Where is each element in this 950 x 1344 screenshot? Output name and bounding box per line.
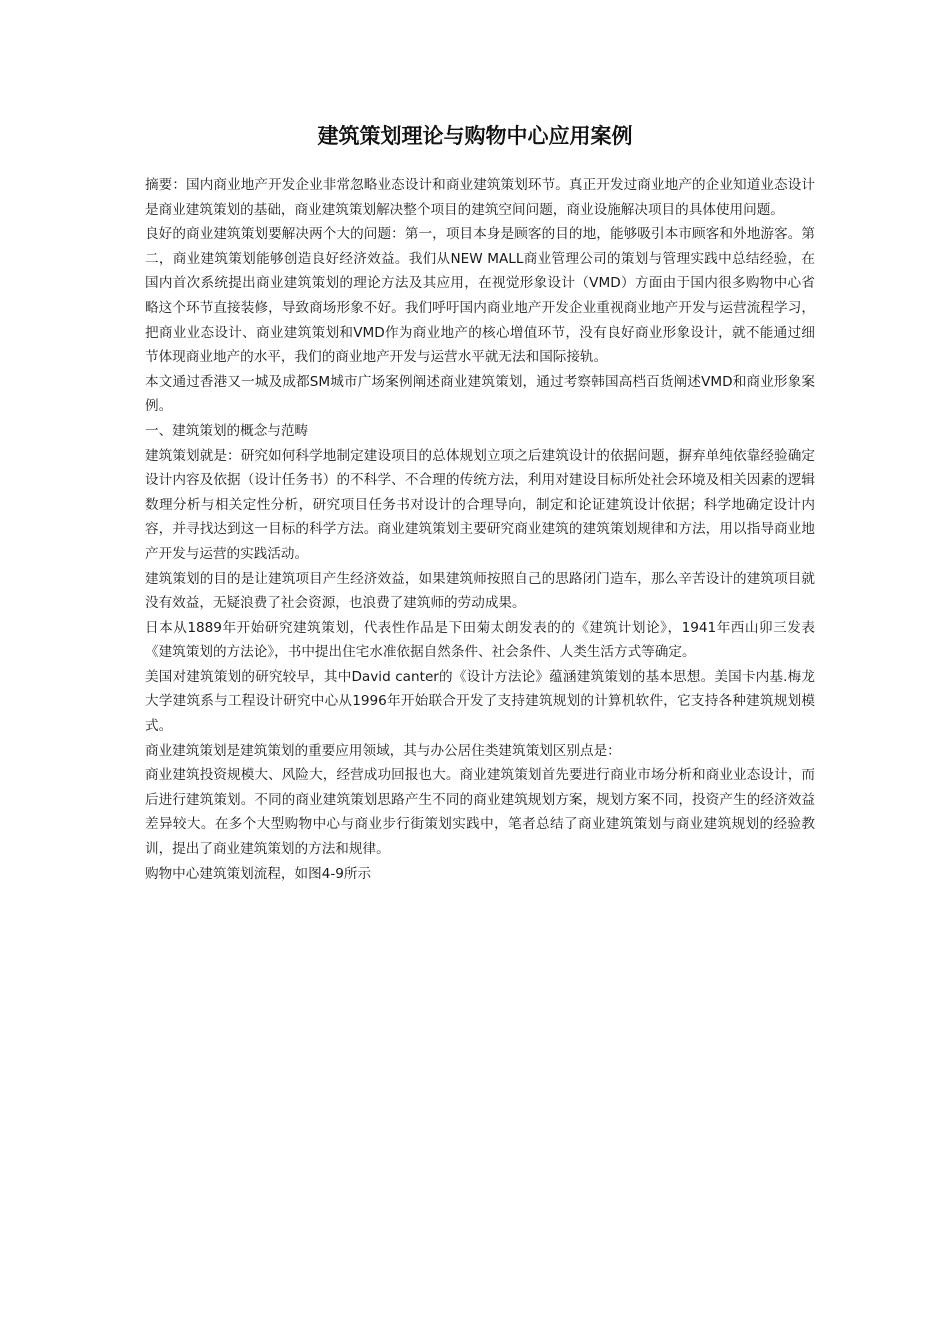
body-paragraph: 商业建筑投资规模大、风险大，经营成功回报也大。商业建筑策划首先要进行商业市场分析和商业业态设计，而后进行建筑策划。不同的商业建筑策划思路产生不同的商业建筑规划方案，规划方案不同，投资产生的经济效益差异较大。在多个大型购物中心与商业步行街策划实践中，笔者总结了商业建筑策划与商业建筑规划的经验教训，提出了商业建筑策划的方法和规律。: [145, 767, 815, 858]
body-paragraph: 建筑策划就是：研究如何科学地制定建设项目的总体规划立项之后建筑设计的依据问题，摒弃单纯依靠经验确定设计内容及依据（设计任务书）的不科学、不合理的传统方法，利用对建设目标所处社会环境及相关因素的逻辑数理分析与相关定性分析，研究项目任务书对设计的合理导向，制定和论证建筑设计依据；科学地确定设计内容，并寻找达到这一目标的科学方法。商业建筑策划主要研究商业建筑的建筑策划规律和方法，用以指导商业地产开发与运营的实践活动。: [145, 447, 815, 562]
figure-reference: 购物中心建筑策划流程，如图4-9所示: [145, 865, 372, 882]
body-paragraph: 良好的商业建筑策划要解决两个大的问题：第一，项目本身是顾客的目的地，能够吸引本市顾客和外地游客。第二，商业建筑策划能够创造良好经济效益。我们从NEW MALL商业管理公司的策划与管理实践中总结经验，在国内首次系统提出商业建筑策划的理论方法及其应用，在视觉形象设计（VMD）方面由于国内很多购物中心省略这个环节直接装修，导致商场形象不好。我们呼吁国内商业地产开发企业重视商业地产开发与运营流程学习，把商业业态设计、商业建筑策划和VMD作为商业地产的核心增值环节，没有良好商业形象设计，就不能通过细节体现商业地产的水平，我们的商业地产开发与运营水平就无法和国际接轨。: [145, 226, 815, 366]
document-title: 建筑策划理论与购物中心应用案例: [317, 124, 633, 148]
section-heading: 一、建筑策划的概念与范畴: [145, 422, 309, 439]
abstract-paragraph: 摘要：国内商业地产开发企业非常忽略业态设计和商业建筑策划环节。真正开发过商业地产的企业知道业态设计是商业建筑策划的基础，商业建筑策划解决整个项目的建筑空间问题，商业设施解决项目的具体使用问题。: [145, 177, 815, 218]
body-paragraph: 美国对建筑策划的研究较早，其中David canter的《设计方法论》蕴涵建筑策划的基本思想。美国卡内基.梅龙大学建筑系与工程设计研究中心从1996年开始联合开发了支持建筑规划的计算机软件，它支持各种建筑规划模式。: [145, 668, 815, 735]
document-body: [145, 173, 815, 886]
body-paragraph: 商业建筑策划是建筑策划的重要应用领域，其与办公居住类建筑策划区别点是：: [145, 742, 621, 759]
body-paragraph: 本文通过香港又一城及成都SM城市广场案例阐述商业建筑策划，通过考察韩国高档百货阐述VMD和商业形象案例。: [145, 373, 815, 415]
body-paragraph: 日本从1889年开始研究建筑策划，代表性作品是下田菊太朗发表的的《建筑计划论》，1941年西山卯三发表《建筑策划的方法论》，书中提出住宅水准依据自然条件、社会条件、人类生活方式等确定。: [145, 619, 815, 661]
body-paragraph: 建筑策划的目的是让建筑项目产生经济效益，如果建筑师按照自己的思路闭门造车，那么辛苦设计的建筑项目就没有效益，无疑浪费了社会资源，也浪费了建筑师的劳动成果。: [145, 570, 815, 612]
